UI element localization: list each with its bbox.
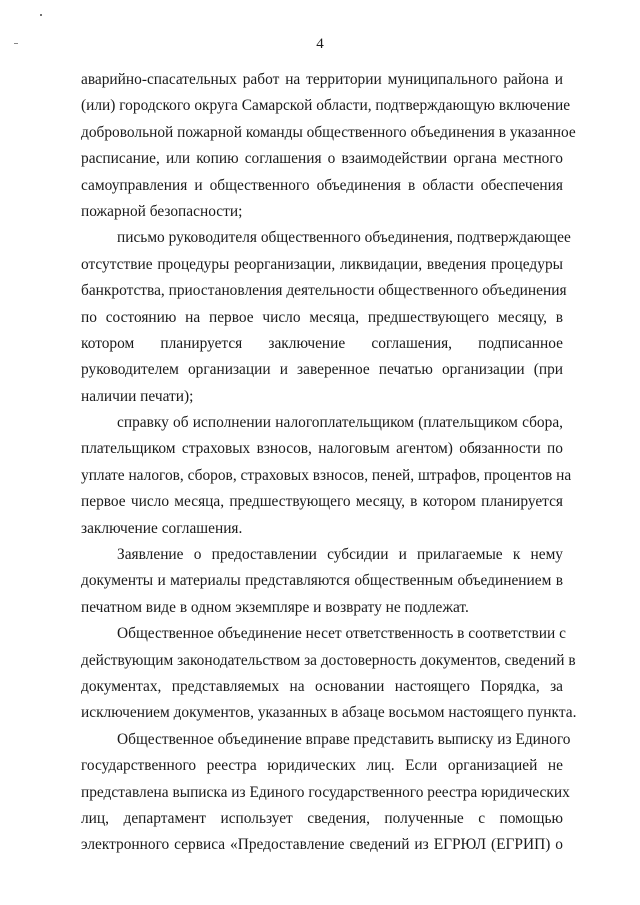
paragraph-p4: [81, 542, 563, 621]
text-line: документы и материалы представляются общественным объединением в: [81, 572, 563, 590]
paragraph-p2: [81, 225, 571, 410]
text-line: наличии печати);: [81, 387, 194, 405]
text-line: руководителем организации и заверенное печатью организации (при: [81, 361, 563, 379]
text-line: банкротства, приостановления деятельности общественного объединения: [81, 282, 567, 300]
text-line: заключение соглашения.: [81, 519, 243, 537]
text-line: аварийно-спасательных работ на территории муниципального района и: [81, 71, 563, 88]
paragraph-p3: [81, 410, 572, 542]
text-line: Общественное объединение несет ответственность в соответствии с: [117, 625, 566, 643]
text-line: Общественное объединение вправе представить выписку из Единого: [117, 730, 571, 748]
text-line: лиц, департамент использует сведения, полученные с помощью: [81, 809, 563, 827]
text-line: печатном виде в одном экземпляре и возврату не подлежат.: [81, 598, 469, 616]
document-body: [81, 67, 577, 859]
text-line: (или) городского округа Самарской области, подтверждающую включение: [81, 97, 571, 115]
text-line: исключением документов, указанных в абзаце восьмом настоящего пункта.: [81, 704, 577, 722]
text-line: котором планируется заключение соглашения, подписанное: [81, 334, 563, 352]
text-line: электронного сервиса «Предоставление сведений из ЕГРЮЛ (ЕГРИП) о: [81, 836, 563, 854]
text-line: Заявление о предоставлении субсидии и прилагаемые к нему: [117, 546, 563, 564]
paragraph-p1: [81, 67, 576, 225]
text-line: представлена выписка из Единого государственного реестра юридических: [81, 783, 570, 801]
text-line: справку об исполнении налогоплательщиком (плательщиком сбора,: [117, 414, 563, 432]
text-line: первое число месяца, предшествующего месяцу, в котором планируется: [81, 493, 563, 511]
text-line: действующим законодательством за достоверность документов, сведений в: [81, 651, 576, 669]
text-line: плательщиком страховых взносов, налоговым агентом) обязанности по: [81, 440, 563, 458]
text-line: по состоянию на первое число месяца, предшествующего месяцу, в: [81, 308, 563, 326]
scan-speck: [40, 14, 42, 16]
text-line: отсутствие процедуры реорганизации, ликвидации, введения процедуры: [81, 255, 563, 273]
text-line: государственного реестра юридических лиц. Если организацией не: [81, 757, 563, 775]
page-number: 4: [316, 36, 324, 52]
text-line: документах, представляемых на основании настоящего Порядка, за: [81, 677, 563, 695]
text-line: письмо руководителя общественного объединения, подтверждающее: [117, 229, 571, 247]
text-line: уплате налогов, сборов, страховых взносов, пеней, штрафов, процентов на: [81, 466, 572, 484]
paragraph-p5: [81, 621, 577, 727]
paragraph-p6: [81, 727, 571, 859]
text-line: самоуправления и общественного объединения в области обеспечения: [81, 176, 563, 194]
text-line: расписание, или копию соглашения о взаимодействии органа местного: [81, 150, 563, 168]
text-line: добровольной пожарной команды общественного объединения в указанное: [81, 123, 576, 141]
text-line: пожарной безопасности;: [81, 202, 243, 220]
